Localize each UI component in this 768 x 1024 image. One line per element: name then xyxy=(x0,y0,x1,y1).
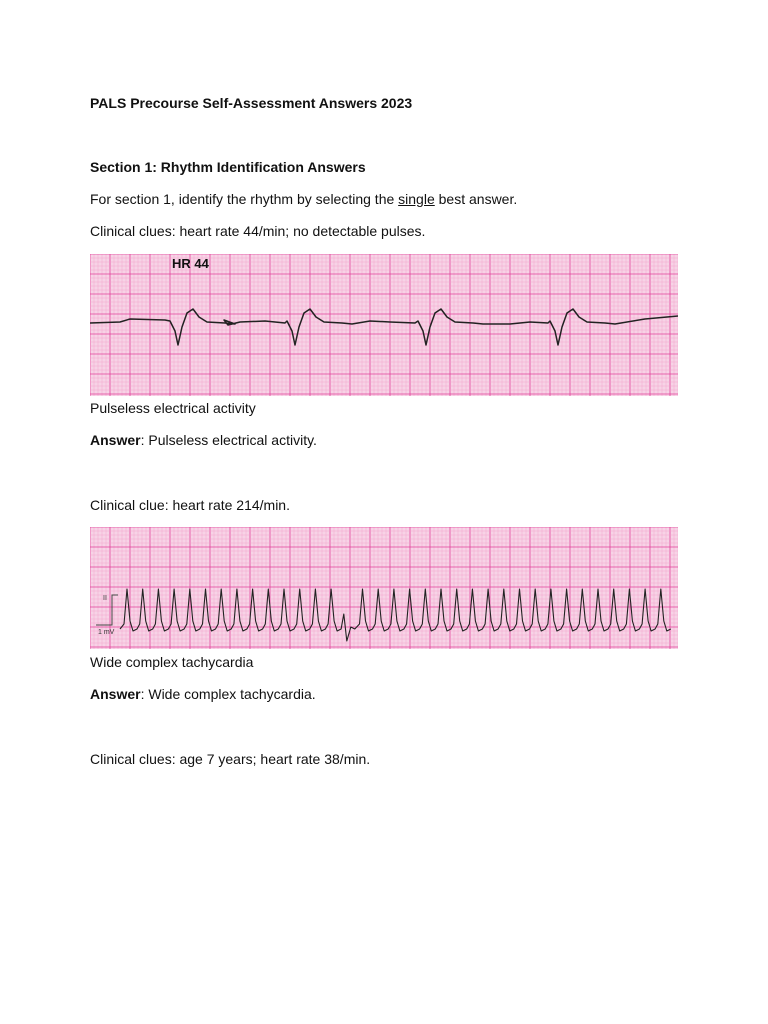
instructions xyxy=(90,190,517,208)
ecg-strip-pea xyxy=(90,254,678,396)
instructions-after: best answer. xyxy=(434,191,518,207)
answer-1-text: : Pulseless electrical activity. xyxy=(140,432,317,448)
clinical-clue-1: Clinical clues: heart rate 44/min; no detectable pulses. xyxy=(90,223,426,239)
section-heading: Section 1: Rhythm Identification Answers xyxy=(90,159,366,175)
lead-label: II xyxy=(103,595,107,602)
heart-rate-label: HR 44 xyxy=(172,256,209,271)
clinical-clue-2: Clinical clue: heart rate 214/min. xyxy=(90,497,290,513)
answer-1-label: Answer xyxy=(90,432,141,448)
ecg-strip-wide-complex xyxy=(90,527,678,649)
caption-1: Pulseless electrical activity xyxy=(90,400,256,416)
calibration-label: 1 mV xyxy=(98,629,115,636)
instructions-emphasis: single xyxy=(398,191,435,207)
answer-2 xyxy=(90,685,316,703)
answer-1 xyxy=(90,431,317,449)
answer-2-label: Answer xyxy=(90,686,141,702)
instructions-before: For section 1, identify the rhythm by selecting the xyxy=(90,191,399,207)
answer-2-text: : Wide complex tachycardia. xyxy=(140,686,316,702)
document-title: PALS Precourse Self-Assessment Answers 2023 xyxy=(90,95,413,111)
caption-2: Wide complex tachycardia xyxy=(90,654,254,670)
clinical-clue-3: Clinical clues: age 7 years; heart rate 38/min. xyxy=(90,751,371,767)
